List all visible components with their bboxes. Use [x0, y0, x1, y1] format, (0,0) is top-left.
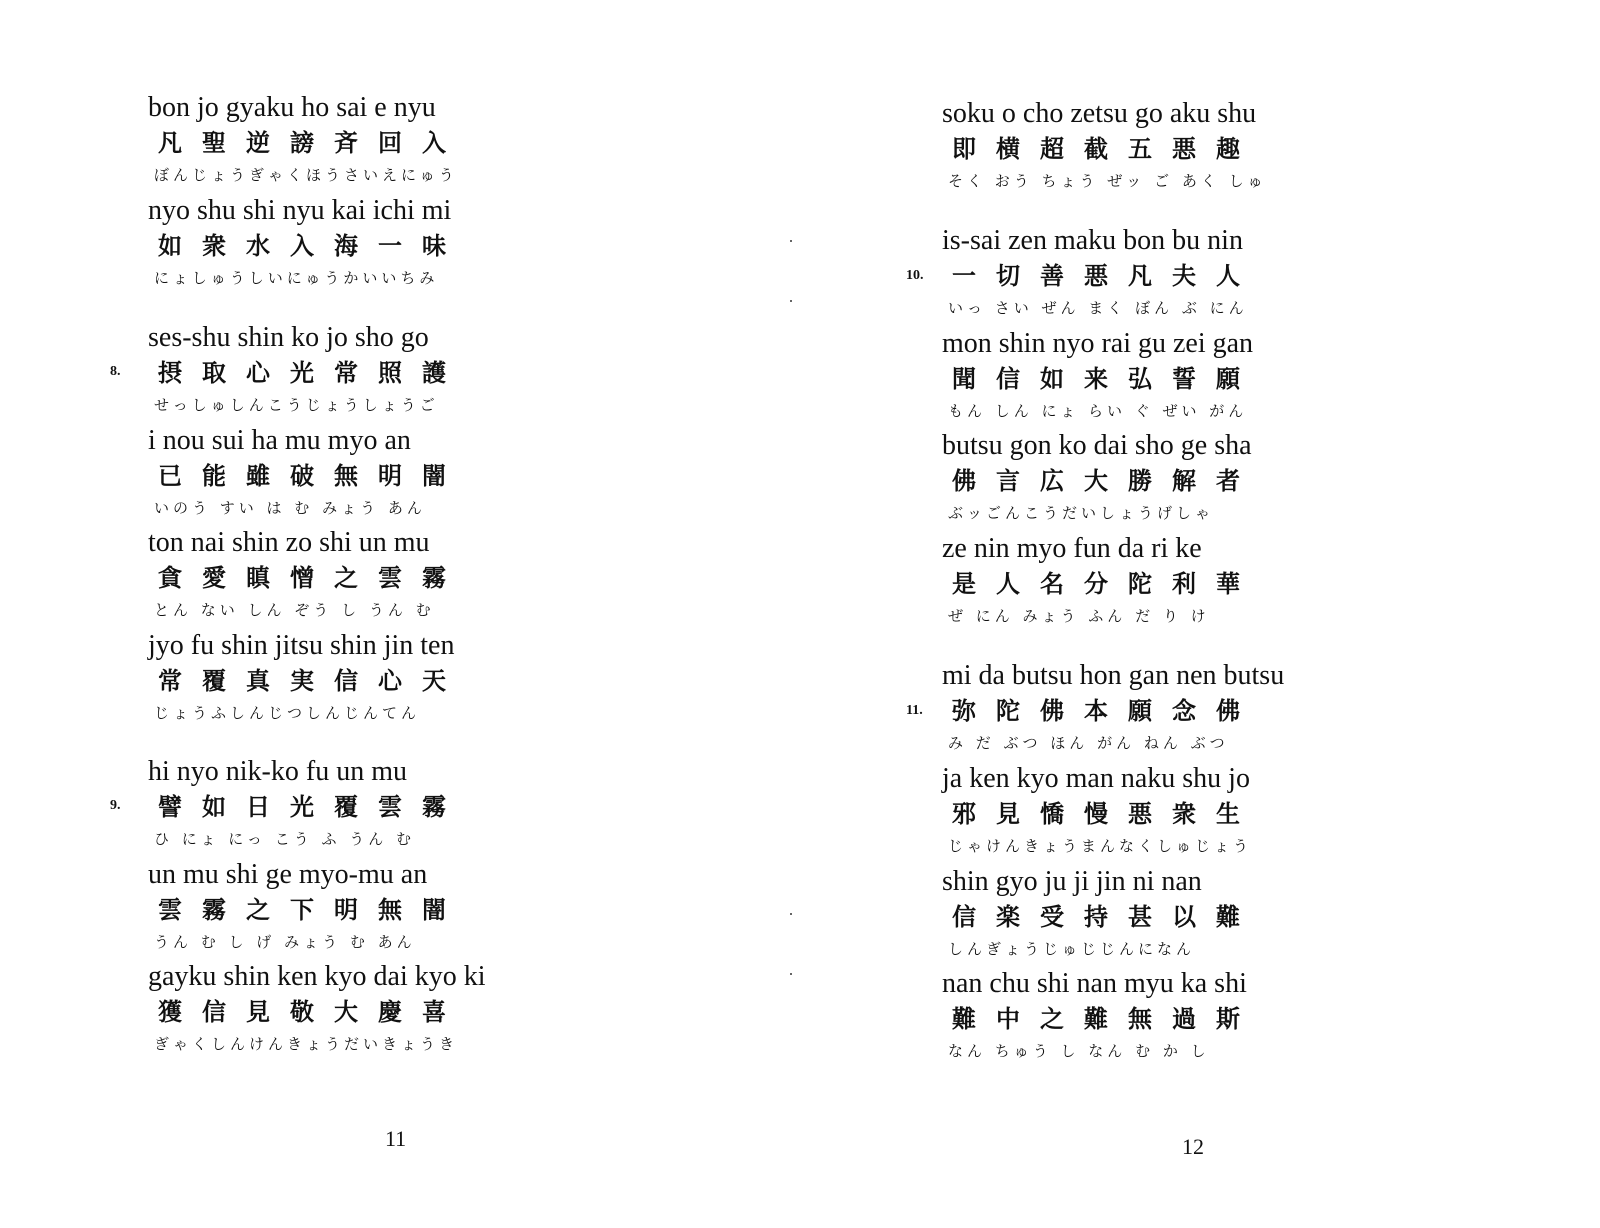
right-page — [800, 0, 1600, 1228]
page-number: 11 — [385, 1126, 407, 1151]
romaji-text: soku o cho zetsu go aku shu — [942, 98, 1257, 129]
kana-text: うん む し げ みょう む あん — [154, 933, 416, 951]
kanji-text: 難中之難無過斯 — [952, 1005, 1260, 1033]
kanji-text: 弥陀佛本願念佛 — [952, 697, 1260, 725]
kanji-text: 譬如日光覆雲霧 — [158, 793, 466, 821]
romaji-text: ja ken kyo man naku shu jo — [942, 763, 1250, 794]
kanji-text: 即横超截五悪趣 — [952, 135, 1260, 163]
scan-speck — [790, 300, 792, 302]
kanji-text: 邪見憍慢悪衆生 — [952, 800, 1260, 828]
kana-text: ぼんじょうぎゃくほうさいえにゅう — [154, 166, 458, 184]
romaji-text: mi da butsu hon gan nen butsu — [942, 660, 1285, 691]
kanji-text: 雲霧之下明無闇 — [158, 896, 466, 924]
verse-number: 9. — [110, 798, 121, 813]
kana-text: じょうふしんじつしんじんてん — [154, 704, 421, 722]
romaji-text: mon shin nyo rai gu zei gan — [942, 328, 1254, 359]
verse-number: 8. — [110, 364, 121, 379]
kanji-text: 獲信見敬大慶喜 — [158, 998, 466, 1026]
kana-text: そく おう ちょう ぜッ ご あく しゅ — [948, 172, 1267, 190]
romaji-text: butsu gon ko dai sho ge sha — [942, 430, 1252, 461]
verse-number: 11. — [906, 703, 923, 718]
kanji-text: 一切善悪凡夫人 — [952, 262, 1260, 290]
romaji-text: jyo fu shin jitsu shin jin ten — [148, 630, 455, 661]
romaji-text: nyo shu shi nyu kai ichi mi — [148, 195, 452, 226]
kana-text: とん ない しん ぞう し うん む — [154, 601, 435, 619]
kanji-text: 聞信如来弘誓願 — [952, 365, 1260, 393]
kanji-text: 凡聖逆謗斉回入 — [158, 129, 466, 157]
romaji-text: i nou sui ha mu myo an — [148, 425, 411, 456]
kana-text: み だ ぶつ ほん がん ねん ぶつ — [948, 734, 1229, 752]
kanji-text: 信楽受持甚以難 — [952, 903, 1260, 931]
romaji-text: hi nyo nik-ko fu un mu — [148, 756, 407, 787]
kanji-text: 佛言広大勝解者 — [952, 467, 1260, 495]
kanji-text: 如衆水入海一味 — [158, 232, 466, 260]
scan-speck — [790, 913, 792, 915]
kana-text: もん しん にょ らい ぐ ぜい がん — [948, 402, 1248, 420]
kana-text: いのう すい は む みょう あん — [154, 499, 426, 517]
romaji-text: shin gyo ju ji jin ni nan — [942, 866, 1202, 897]
kanji-text: 是人名分陀利華 — [952, 570, 1260, 598]
page-number: 12 — [1182, 1134, 1204, 1159]
romaji-text: ze nin myo fun da ri ke — [942, 533, 1202, 564]
kanji-text: 摂取心光常照護 — [158, 359, 466, 387]
romaji-text: is-sai zen maku bon bu nin — [942, 225, 1243, 256]
kana-text: ぜ にん みょう ふん だ り け — [948, 607, 1210, 625]
scan-speck — [790, 240, 792, 242]
kana-text: ぶッごんこうだいしょうげしゃ — [948, 504, 1215, 522]
romaji-text: ton nai shin zo shi un mu — [148, 527, 430, 558]
scan-speck — [790, 973, 792, 975]
kanji-text: 常覆真実信心天 — [158, 667, 466, 695]
romaji-text: bon jo gyaku ho sai e nyu — [148, 92, 436, 123]
romaji-text: ses-shu shin ko jo sho go — [148, 322, 429, 353]
kana-text: にょしゅうしいにゅうかいいちみ — [154, 269, 439, 287]
kana-text: せっしゅしんこうじょうしょうご — [154, 396, 439, 414]
kana-text: しんぎょうじゅじじんになん — [948, 940, 1196, 958]
kana-text: ひ にょ にっ こう ふ うん む — [154, 830, 416, 848]
kana-text: いっ さい ぜん まく ぼん ぶ にん — [948, 299, 1248, 317]
kanji-text: 已能雖破無明闇 — [158, 462, 466, 490]
kanji-text: 貪愛瞋憎之雲霧 — [158, 564, 466, 592]
kana-text: ぎゃくしんけんきょうだいきょうき — [154, 1035, 459, 1053]
verse-number: 10. — [906, 268, 924, 283]
romaji-text: nan chu shi nan myu ka shi — [942, 968, 1247, 999]
kana-text: じゃけんきょうまんなくしゅじょう — [948, 837, 1253, 855]
romaji-text: un mu shi ge myo-mu an — [148, 859, 428, 890]
romaji-text: gayku shin ken kyo dai kyo ki — [148, 961, 486, 992]
kana-text: なん ちゅう し なん む か し — [948, 1042, 1210, 1060]
